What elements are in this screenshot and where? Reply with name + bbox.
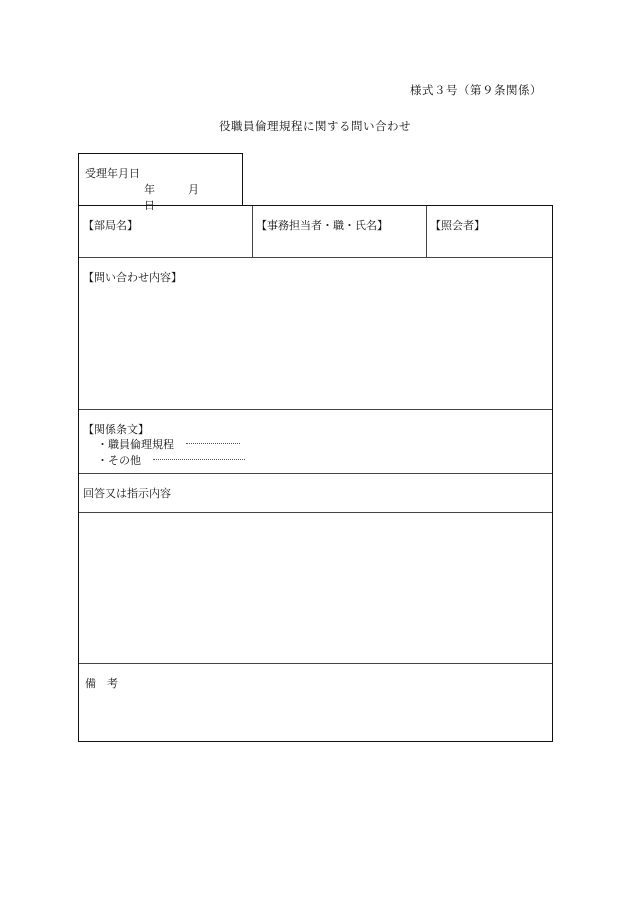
receipt-date-box [78, 153, 243, 212]
related-articles-row[interactable] [79, 410, 552, 474]
remarks-label: 備 考 [85, 677, 118, 690]
inquiry-form-table [78, 205, 553, 742]
answer-label: 回答又は指示内容 [83, 487, 171, 500]
answer-header-row [79, 474, 552, 513]
header-row [79, 206, 552, 258]
contact-label: 【照会者】 [430, 219, 485, 232]
department-cell[interactable] [79, 206, 252, 257]
month-label: 月 [188, 183, 199, 196]
year-label: 年 [144, 183, 155, 196]
remarks-row[interactable] [79, 664, 552, 741]
related-articles-label: 【関係条文】 [83, 423, 149, 436]
answer-content-row[interactable] [79, 513, 552, 664]
department-label: 【部局名】 [83, 219, 138, 232]
contact-cell[interactable] [426, 206, 552, 257]
page-title: 役職員倫理規程に関する問い合わせ [219, 119, 411, 133]
inquiry-row[interactable] [79, 258, 552, 410]
staff-label: 【事務担当者・職・氏名】 [256, 219, 388, 232]
staff-cell[interactable] [252, 206, 426, 257]
receipt-date-label: 受理年月日 [85, 167, 140, 180]
form-number: 様式３号（第９条関係） [410, 83, 542, 97]
inquiry-label: 【問い合わせ内容】 [83, 271, 182, 284]
article-item-ethics-code: ・職員倫理規程 [97, 436, 240, 452]
day-label: 日 [144, 199, 155, 212]
article-item-other: ・その他 [97, 452, 245, 468]
